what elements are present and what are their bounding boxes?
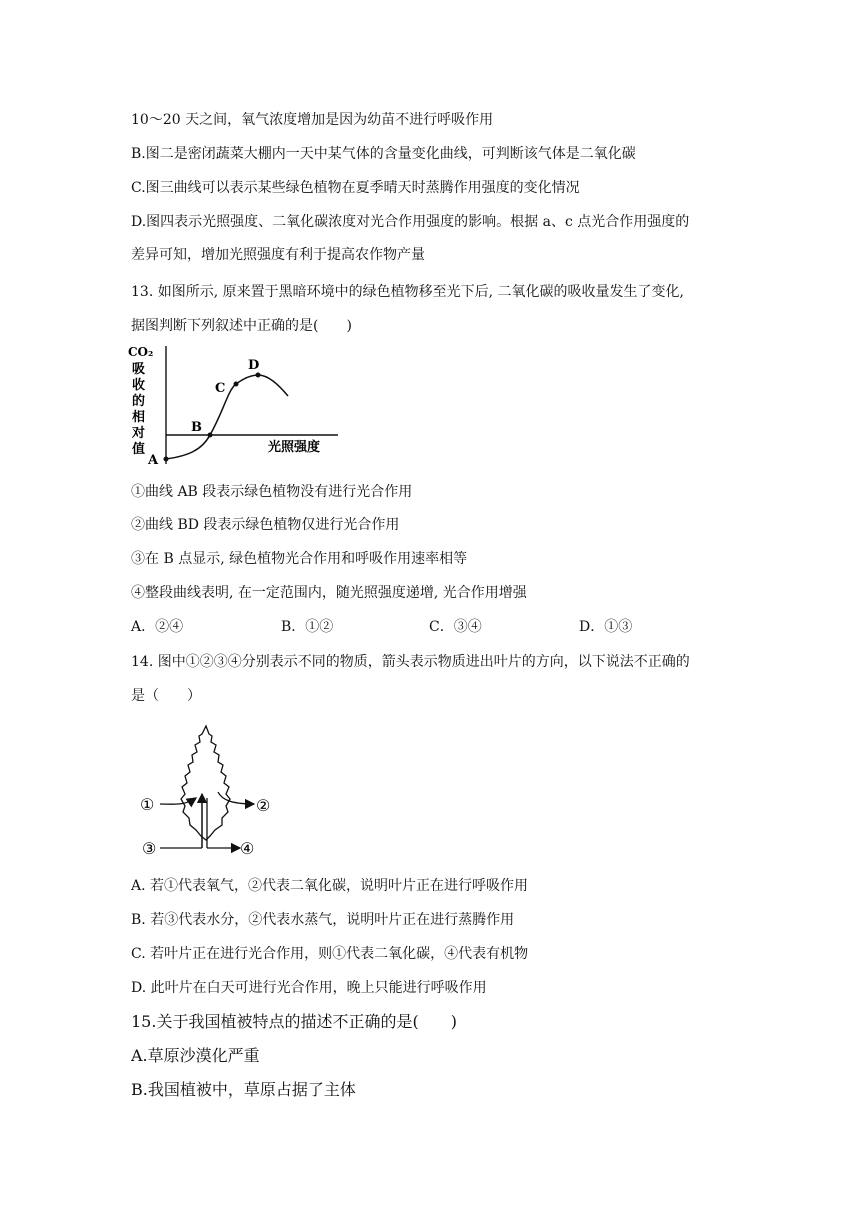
q13-option-d: D．①③ [579,619,633,635]
q14-stem-line-1: 14. 图中①②③④分别表示不同的物质，箭头表示物质进出叶片的方向，以下说法不正确的 [131,654,690,670]
x-axis-label: 光照强度 [268,440,321,455]
y-axis-label-char: 吸 [132,362,146,377]
q13-statement-2: ②曲线 BD 段表示绿色植物仅进行光合作用 [131,517,400,533]
y-axis-label-chars [131,362,146,457]
q13-stem-line-2: 据图判断下列叙述中正确的是( ) [131,318,352,334]
marker-3: ③ [142,839,157,858]
arrow-to-2 [218,792,254,804]
q12-option-c: C.图三曲线可以表示某些绿色植物在夏季晴天时蒸腾作用强度的变化情况 [131,180,580,196]
q13-stem-line-1: 13. 如图所示, 原来置于黑暗环境中的绿色植物移至光下后, 二氧化碳的吸收量发生了变化, [131,284,684,300]
point-d [256,373,261,378]
y-axis-label-char: 收 [132,378,146,393]
co2-absorption-curve-figure [128,340,343,472]
leaf-diagram-figure [138,722,288,862]
point-a [164,457,169,462]
q12-option-d-line-1: D.图四表示光照强度、二氧化碳浓度对光合作用强度的影响。根据 a、c 点光合作用强度的 [131,214,690,230]
q14-option-b: B. 若③代表水分，②代表水蒸气，说明叶片正在进行蒸腾作用 [131,912,515,928]
q12-option-b: B.图二是密闭蔬菜大棚内一天中某气体的含量变化曲线，可判断该气体是二氧化碳 [131,146,636,162]
y-axis-label-char: 值 [132,442,146,457]
point-c-label: C [215,381,226,396]
q13-option-a: A．②④ [131,619,184,635]
marker-4: ④ [240,839,255,858]
q15-option-b: B.我国植被中，草原占据了主体 [131,1080,356,1099]
y-axis-label-co2: CO₂ [128,345,154,359]
q14-option-c: C. 若叶片正在进行光合作用，则①代表二氧化碳，④代表有机物 [131,946,529,962]
q12-line-1: 10～20 天之间，氧气浓度增加是因为幼苗不进行呼吸作用 [131,112,494,128]
q15-stem: 15.关于我国植被特点的描述不正确的是( ) [131,1012,457,1031]
leaf-outline [181,726,230,840]
point-b-label: B [191,420,202,435]
q13-statement-3: ③在 B 点显示, 绿色植物光合作用和呼吸作用速率相等 [131,551,468,567]
point-a-label: A [148,453,159,468]
q13-statement-4: ④整段曲线表明, 在一定范围内，随光照强度递增, 光合作用增强 [131,585,527,601]
q14-option-a: A. 若①代表氧气，②代表二氧化碳，说明叶片正在进行呼吸作用 [131,878,529,894]
q13-statement-1: ①曲线 AB 段表示绿色植物没有进行光合作用 [131,484,413,500]
q12-option-d-line-2: 差异可知，增加光照强度有利于提高农作物产量 [131,247,425,263]
q14-stem-line-2: 是（ ） [131,688,201,704]
q13-option-b: B．①② [281,619,334,635]
q13-option-c: C．③④ [429,619,482,635]
point-c [234,382,239,387]
point-d-label: D [248,358,260,373]
point-b [208,433,213,438]
marker-1: ① [140,795,155,814]
y-axis-label-char: 相 [132,410,146,425]
y-axis-label-char: 对 [132,426,146,441]
q15-option-a: A.草原沙漠化严重 [131,1046,260,1065]
arrow-from-1 [160,798,196,804]
q14-option-d: D. 此叶片在白天可进行光合作用，晚上只能进行呼吸作用 [131,980,487,996]
marker-2: ② [256,796,271,815]
y-axis-label-char: 的 [132,394,146,409]
